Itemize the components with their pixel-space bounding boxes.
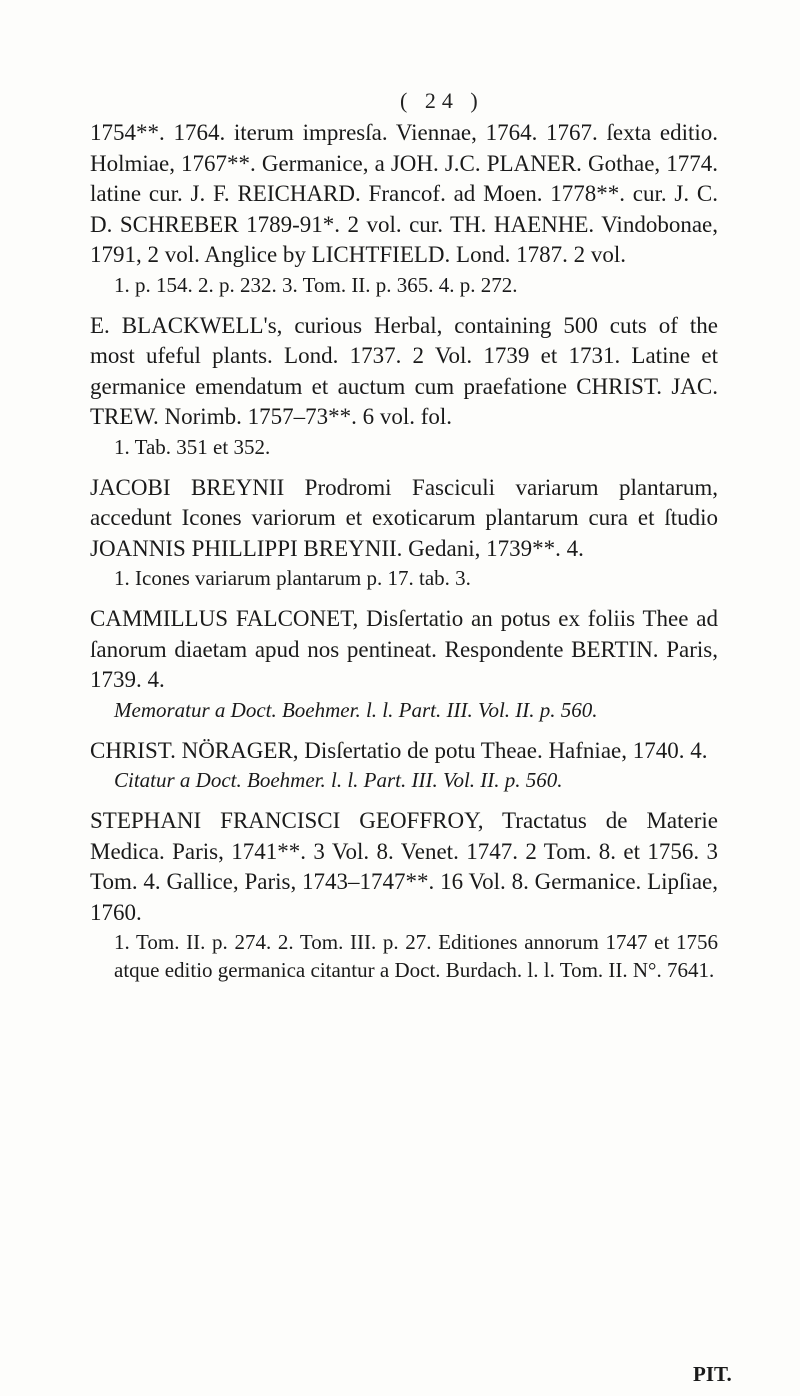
entry-falconet [90, 604, 718, 724]
entry-text: CAMMILLUS FALCONET, Disſertatio an potus ex foliis Thee ad ſanorum diaetam apud nos pentineat. Respondente BERTIN. Paris, 1739. 4. [90, 606, 718, 692]
entry-text: JACOBI BREYNII Prodromi Fasciculi variarum plantarum, accedunt Icones variorum et exoticarum plantarum cura et ſtudio JOANNIS PHILLIPPI BREYNII. Gedani, 1739**. 4. [90, 474, 718, 561]
catchword: PIT. [693, 1362, 732, 1386]
entry-reference: 1. p. 154. 2. p. 232. 3. Tom. II. p. 365. 4. p. 272. [114, 272, 518, 297]
entry-reference: Citatur a Doct. Boehmer. l. l. Part. III. Vol. II. p. 560. [114, 768, 563, 792]
page-body [90, 118, 718, 996]
entry-reference: Memoratur a Doct. Boehmer. l. l. Part. III. Vol. II. p. 560. [114, 697, 598, 722]
page-number: ( 24 ) [400, 88, 484, 113]
entry-reference: 1. Tom. II. p. 274. 2. Tom. III. p. 27. Editiones annorum 1747 et 1756 atque editio germanica citantur a Doct. Burdach. l. l. Tom. II. N°. 7641. [114, 930, 718, 982]
entry-blackwell [90, 311, 718, 461]
entry-geoffroy [90, 806, 718, 984]
entry-text: STEPHANI FRANCISCI GEOFFROY, Tractatus de Materie Medica. Paris, 1741**. 3 Vol. 8. Venet. 1747. 2 Tom. 8. et 1756. 3 Tom. 4. Gallice, Paris, 1743–1747**. 16 Vol. 8. Germanice. Lipſiae, 1760. [90, 808, 718, 925]
entry-breynius [90, 473, 718, 593]
entry-reference: 1. Icones variarum plantarum p. 17. tab. 3. [114, 566, 471, 590]
entry-linnaeus [90, 118, 718, 299]
entry-norager [90, 736, 718, 795]
entry-reference: 1. Tab. 351 et 352. [114, 434, 271, 459]
entry-text: CHRIST. NÖRAGER, Disſertatio de potu Theae. Hafniae, 1740. 4. [90, 737, 708, 763]
entry-text: 1754**. 1764. iterum impresſa. Viennae, 1764. 1767. ſexta editio. Holmiae, 1767**. Germanice, a JOH. J.C. PLANER. Gothae, 1774. latine cur. J. F. REICHARD. Francof. ad Moen. 1778**. cur. J. C. D. SCHREBER 1789-91*. 2 vol. cur. TH. HAENHE. Vindobonae, 1791, 2 vol. Anglice by LICHTFIELD. Lond. 1787. 2 vol. [90, 120, 718, 267]
entry-text: E. BLACKWELL's, curious Herbal, containing 500 cuts of the most ufeful plants. Lond. 1737. 2 Vol. 1739 et 1731. Latine et germanice emendatum et auctum cum praefatione CHRIST. JAC. TREW. Norimb. 1757–73**. 6 vol. fol. [90, 312, 718, 429]
